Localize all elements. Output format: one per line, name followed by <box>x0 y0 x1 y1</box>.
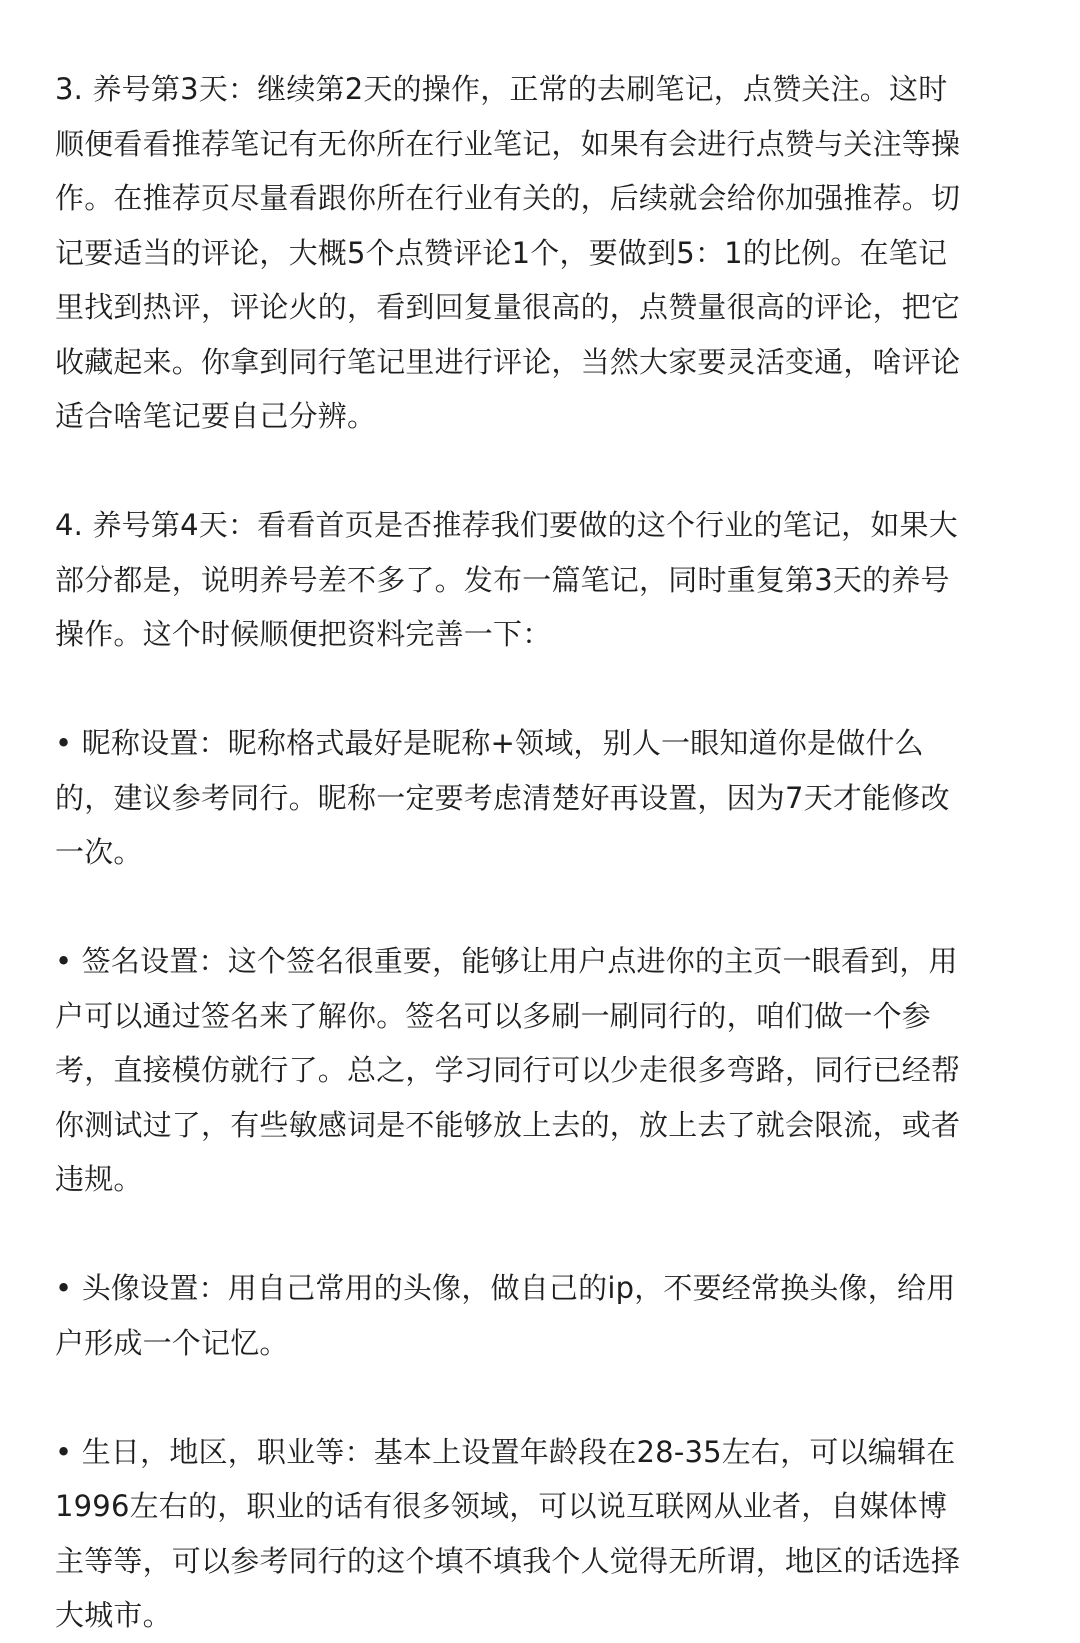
text-line: 1996左右的，职业的话有很多领域，可以说互联网从业者，自媒体博 <box>55 1489 948 1523</box>
paragraph-day4 <box>55 498 1035 662</box>
text-line: • 头像设置：用自己常用的头像，做自己的ip，不要经常换头像，给用 <box>55 1271 956 1305</box>
text-line: 收藏起来。你拿到同行笔记里进行评论，当然大家要灵活变通，啥评论 <box>55 344 961 379</box>
text-line: 4. 养号第4天：看看首页是否推荐我们要做的这个行业的笔记，如果大 <box>55 508 958 542</box>
bullet-profile-info <box>55 1425 1035 1643</box>
paragraph-spacer <box>55 880 1035 935</box>
bullet-signature <box>55 934 1035 1207</box>
paragraph-day3 <box>55 62 1035 444</box>
text-line: 作。在推荐页尽量看跟你所在行业有关的，后续就会给你加强推荐。切 <box>55 181 961 215</box>
text-line: 操作。这个时候顺便把资料完善一下： <box>55 617 552 651</box>
article-body <box>55 62 1035 1643</box>
text-line: 主等等，可以参考同行的这个填不填我个人觉得无所谓，地区的话选择 <box>55 1543 961 1578</box>
bullet-nickname <box>55 716 1035 880</box>
text-line: • 签名设置：这个签名很重要，能够让用户点进你的主页一眼看到，用 <box>55 944 958 978</box>
text-line: 的，建议参考同行。昵称一定要考虑清楚好再设置，因为7天才能修改 <box>55 780 950 815</box>
text-line: • 生日，地区，职业等：基本上设置年龄段在28-35左右，可以编辑在 <box>55 1434 956 1469</box>
text-line: 适合啥笔记要自己分辨。 <box>55 399 377 433</box>
text-line: 考，直接模仿就行了。总之，学习同行可以少走很多弯路，同行已经帮 <box>55 1053 961 1087</box>
text-line: 部分都是，说明养号差不多了。发布一篇笔记，同时重复第3天的养号 <box>55 562 950 597</box>
text-line: 户可以通过签名来了解你。签名可以多刷一刷同行的，咱们做一个参 <box>55 998 932 1033</box>
text-line: 违规。 <box>55 1162 143 1196</box>
text-line: 一次。 <box>55 835 143 869</box>
paragraph-spacer <box>55 1370 1035 1425</box>
text-line: 记要适当的评论，大概5个点赞评论1个，要做到5：1的比例。在笔记 <box>55 235 948 270</box>
text-line: 大城市。 <box>55 1598 172 1632</box>
text-line: 里找到热评，评论火的，看到回复量很高的，点赞量很高的评论，把它 <box>55 290 961 324</box>
text-line: • 昵称设置：昵称格式最好是昵称+领域，别人一眼知道你是做什么 <box>55 726 924 760</box>
paragraph-spacer <box>55 444 1035 499</box>
paragraph-spacer <box>55 662 1035 717</box>
text-line: 3. 养号第3天：继续第2天的操作，正常的去刷笔记，点赞关注。这时 <box>55 72 948 106</box>
text-line: 你测试过了，有些敏感词是不能够放上去的，放上去了就会限流，或者 <box>55 1107 961 1142</box>
bullet-avatar <box>55 1261 1035 1370</box>
text-line: 户形成一个记忆。 <box>55 1325 289 1360</box>
paragraph-spacer <box>55 1207 1035 1262</box>
text-line: 顺便看看推荐笔记有无你所在行业笔记，如果有会进行点赞与关注等操 <box>55 126 961 161</box>
